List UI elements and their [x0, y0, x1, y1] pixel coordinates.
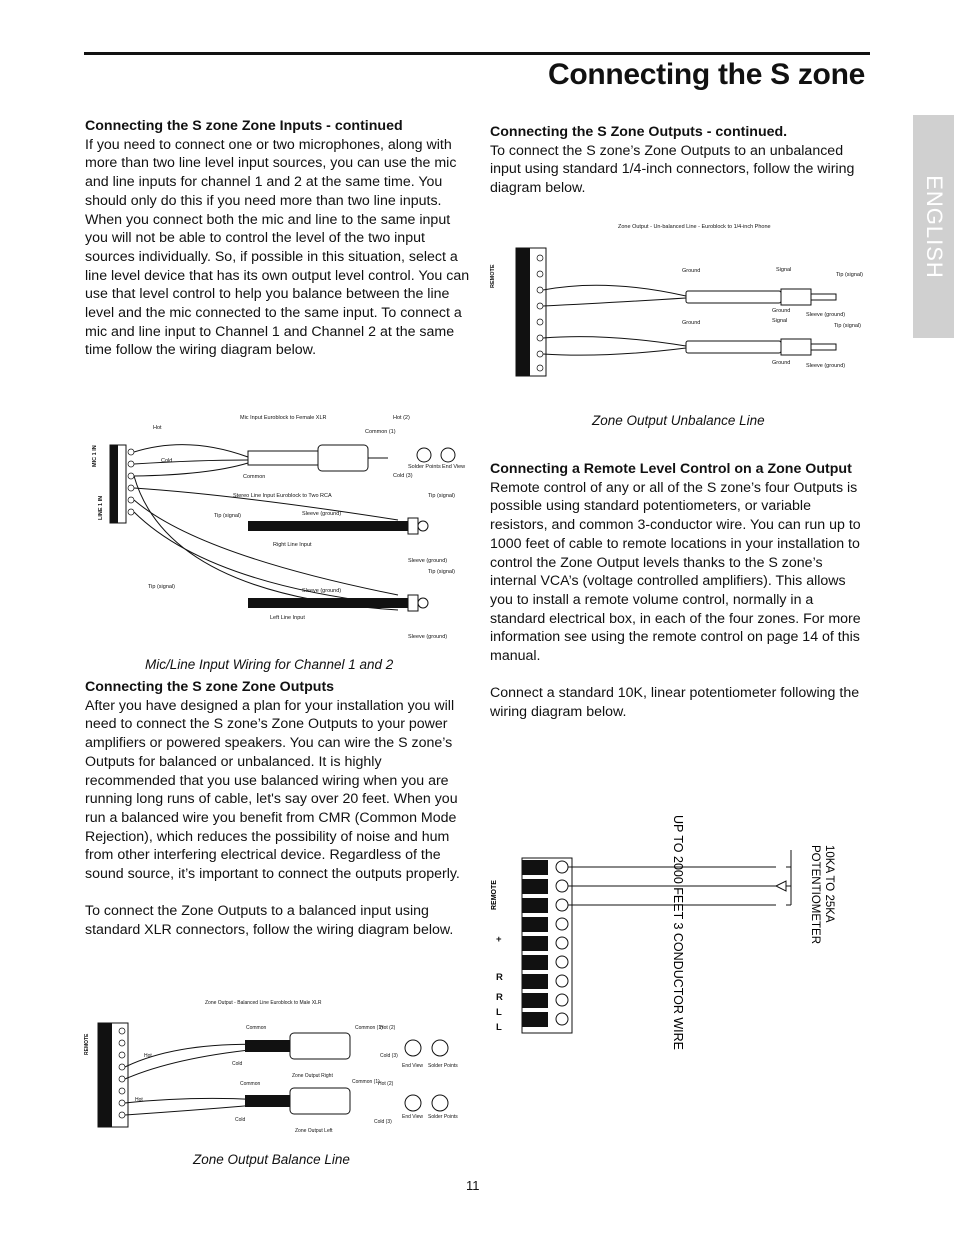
remote-body: Remote control of any or all of the S zone’s four Outputs is possible using standard potentiometers, or variable resistors, and common 3-conductor wire. You can run up to 1000 feet of cable to remote locations in your installation to control the Zone Output levels thanks to the S zone’s internal VCA’s (voltage controlled amplifiers). This allows you to install a remote volume control, normally in a standard electrical box, in each of the four zones. For more information see using the remote control on page 14 of this manual. — [490, 479, 861, 665]
language-tab-label: ENGLISH — [921, 174, 947, 279]
unbal-ground-4: Ground — [772, 360, 791, 366]
mic-line-wiring-diagram — [88, 405, 468, 650]
bal-common1-label-1: Common (1) — [355, 1025, 383, 1031]
page-number: 11 — [466, 1178, 480, 1193]
tip-signal-label-1: Tip (signal) — [428, 493, 455, 499]
pot-value-line1: 10KA TO 25KA — [823, 845, 835, 923]
unbalanced-wiring-diagram — [486, 218, 871, 383]
unbal-sleeve-2: Sleeve (ground) — [806, 363, 846, 369]
common1-label: Common (1) — [365, 429, 396, 435]
unbal-ground-1: Ground — [682, 268, 701, 274]
solder-points-label: Solder Points — [408, 464, 441, 470]
bal-cold3-label-2: Cold (3) — [374, 1119, 392, 1125]
inputs-body: If you need to connect one or two microphones, along with more than two line level input sources, you can use the mic and line inputs for channel 1 and 2 at the same time. You should only do this if you need more than two line inputs. When you connect both the mic and line to the same input you will not be able to control the level of the two input sources individually. So, if possible in this situation, select a line level device that has its own output level control. You can use that level control to help you balance between the line level and the mic connected to the same input. To connect a mic and line input to Channel 1 and Channel 2 at the same time follow the wiring diagram below. — [85, 136, 470, 359]
header-rule — [84, 52, 870, 55]
end-view-label: End View — [442, 464, 466, 470]
pot-remote-label: REMOTE — [491, 880, 498, 910]
bal-cold-label-1: Cold — [232, 1061, 243, 1067]
pot-wire-label: UP TO 2000 FEET 3 CONDUCTOR WIRE — [671, 815, 685, 1051]
sleeve-ground-label-1: Sleeve (ground) — [302, 511, 342, 517]
rca-connector-right — [248, 518, 428, 534]
page-title: Connecting the S zone — [547, 58, 865, 91]
hot2-label: Hot (2) — [393, 415, 410, 421]
balanced-wiring-diagram — [80, 995, 465, 1140]
unbal-sleeve-1: Sleeve (ground) — [806, 312, 846, 318]
unbal-signal-1: Signal — [776, 267, 792, 273]
svg-text:+: + — [496, 934, 502, 945]
rca-connector-left — [248, 595, 428, 611]
inputs-section — [85, 117, 470, 360]
bal-hot2-label-2: Hot (2) — [378, 1081, 394, 1087]
svg-text:L: L — [496, 1007, 502, 1018]
bal-left-label: Zone Output Left — [295, 1128, 333, 1134]
outputs-cont-body: To connect the S zone’s Zone Outputs to an unbalanced input using standard 1/4-inch connectors, follow the wiring diagram below. — [490, 142, 855, 197]
remote-section — [490, 460, 870, 722]
line-in-label: LINE 1 IN — [98, 495, 104, 520]
sleeve-ground-label-3: Sleeve (ground) — [302, 588, 342, 594]
fig3-caption: Zone Output Balance Line — [193, 1152, 350, 1167]
unbal-signal-2: Signal — [772, 318, 788, 324]
unbal-ground-2: Ground — [772, 308, 791, 314]
pot-value-line2: POTENTIOMETER — [809, 845, 821, 945]
sleeve-ground-label-2: Sleeve (ground) — [408, 558, 448, 564]
mic-in-label: MIC 1 IN — [92, 445, 98, 467]
common-label: Common — [243, 474, 266, 480]
cold-label: Cold — [161, 458, 173, 464]
svg-text:R: R — [496, 972, 503, 983]
hot-label: Hot — [153, 425, 162, 431]
mic-diagram-title: Mic Input Euroblock to Female XLR — [240, 415, 327, 421]
outputs-body: After you have designed a plan for your installation you will need to connect the S zone’s Zone Outputs to your power amplifiers or powered speakers. You can wire the S zone’s Outputs for balanced or unbalanced. It is highly recommended that you use balanced wiring when you are running long runs of cable, let's say over 20 feet. When you run a balanced wire you benefit from CMR (Common Mode Rejection), which reduces the possibility of noise and hum from other interfering electrical device. Regardless of the sound source, it’s important to connect the outputs properly. — [85, 697, 460, 883]
bal-hot2-label-1: Hot (2) — [380, 1025, 396, 1031]
remote-heading: Connecting a Remote Level Control on a Zone Output — [490, 461, 852, 477]
language-tab — [913, 115, 954, 338]
bal-end-view-1: End View — [402, 1063, 424, 1069]
bal-common1-label-2: Common (1) — [352, 1079, 380, 1085]
balanced-body: To connect the Zone Outputs to a balanced input using standard XLR connectors, follow the wiring diagram below. — [85, 903, 454, 939]
svg-text:L: L — [496, 1022, 502, 1033]
svg-text:R: R — [496, 992, 503, 1003]
potentiometer-wiring-diagram — [486, 810, 866, 1065]
mic-euroblock — [110, 445, 134, 523]
bal-cold-label-2: Cold — [235, 1117, 246, 1123]
bal-cold3-label-1: Cold (3) — [380, 1053, 398, 1059]
bal-title: Zone Output - Balanced Line Euroblock to Male XLR — [205, 1000, 322, 1006]
bal-solder-1: Solder Points — [428, 1063, 458, 1069]
bal-remote-label: REMOTE — [84, 1033, 90, 1055]
unbal-remote-label: REMOTE — [490, 264, 496, 288]
tip-signal-label-2: Tip (signal) — [214, 513, 241, 519]
bal-right-label: Zone Output Right — [292, 1073, 333, 1079]
unbal-ground-3: Ground — [682, 320, 701, 326]
bal-common-label-2: Common — [240, 1081, 261, 1087]
right-line-label: Right Line Input — [273, 542, 312, 548]
stereo-title: Stereo Line Input Euroblock to Two RCA — [233, 493, 332, 499]
outputs-cont-heading: Connecting the S Zone Outputs - continued. — [490, 124, 788, 140]
fig1-caption: Mic/Line Input Wiring for Channel 1 and 2 — [145, 657, 394, 672]
unbal-title: Zone Output - Un-balanced Line - Euroblock to 1/4-inch Phone — [618, 224, 771, 230]
bal-common-label-1: Common — [246, 1025, 267, 1031]
outputs-section — [85, 678, 470, 940]
tip-signal-label-3: Tip (signal) — [428, 569, 455, 575]
bal-solder-2: Solder Points — [428, 1114, 458, 1120]
bal-hot-label-1: Hot — [144, 1053, 152, 1059]
bal-hot-label-2: Hot — [135, 1097, 143, 1103]
tip-signal-label-4: Tip (signal) — [148, 584, 175, 590]
pot-body: Connect a standard 10K, linear potentiometer following the wiring diagram below. — [490, 685, 860, 721]
cold3-label: Cold (3) — [393, 473, 413, 479]
bal-end-view-2: End View — [402, 1114, 424, 1120]
outputs-heading: Connecting the S zone Zone Outputs — [85, 679, 335, 695]
left-line-label: Left Line Input — [270, 615, 305, 621]
outputs-cont-section — [490, 123, 870, 198]
inputs-heading: Connecting the S zone Zone Inputs - continued — [85, 118, 403, 134]
unbal-tip-2: Tip (signal) — [834, 323, 861, 329]
unbal-tip-1: Tip (signal) — [836, 272, 863, 278]
fig2-caption: Zone Output Unbalance Line — [592, 413, 765, 428]
sleeve-ground-label-4: Sleeve (ground) — [408, 634, 448, 640]
